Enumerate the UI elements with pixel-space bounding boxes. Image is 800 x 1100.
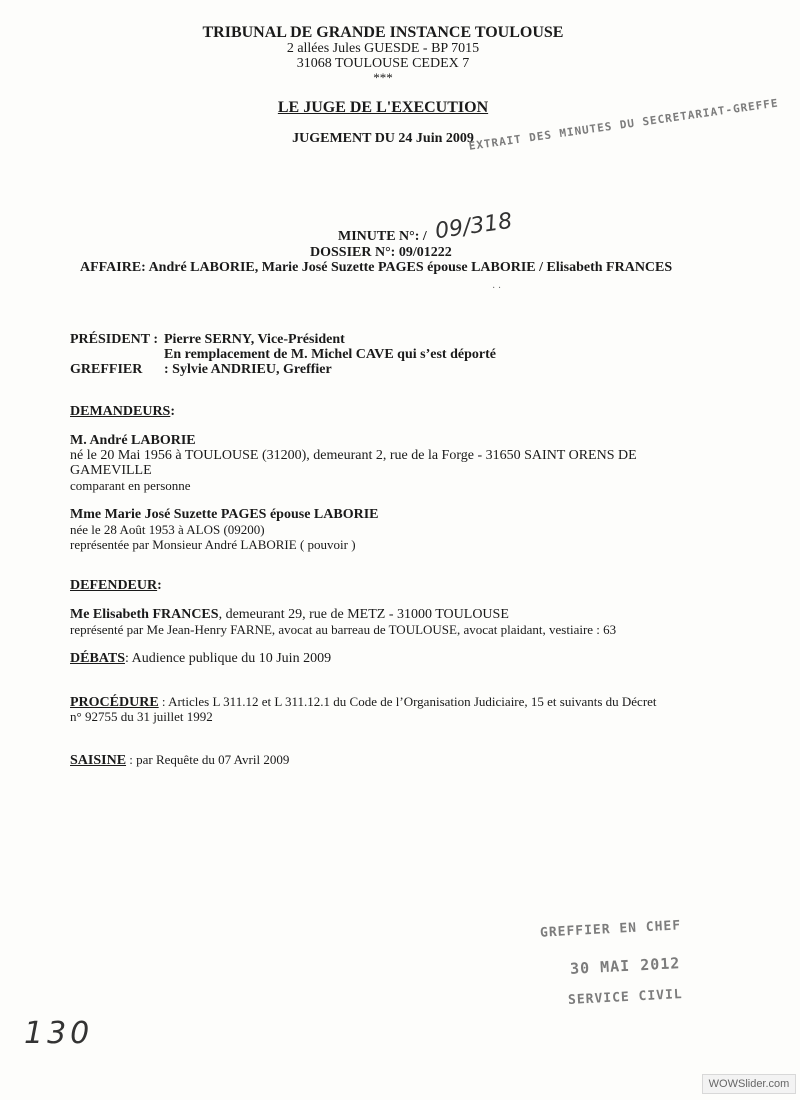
saisine-line: SAISINE : par Requête du 07 Avril 2009: [70, 752, 290, 768]
court-address-line1: 2 allées Jules GUESDE - BP 7015: [286, 41, 480, 56]
extract-stamp: EXTRAIT DES MINUTES DU SECRETARIAT-GREFFE: [468, 96, 780, 153]
dossier-number: DOSSIER N°: 09/01222: [310, 245, 452, 260]
minute-handwritten: 09/318: [433, 208, 514, 245]
procedure-line2: n° 92755 du 31 juillet 1992: [70, 709, 213, 724]
juge-title: LE JUGE DE L'EXECUTION: [277, 99, 489, 116]
president-note: En remplacement de M. Michel CAVE qui s’est déporté: [164, 347, 496, 362]
greffier-name: : Sylvie ANDRIEU, Greffier: [164, 362, 332, 377]
defendeur-heading: DEFENDEUR:: [70, 578, 162, 593]
small-mark: · ·: [492, 283, 502, 294]
party1-line2: GAMEVILLE: [70, 463, 152, 478]
court-address-line2: 31068 TOULOUSE CEDEX 7: [296, 56, 470, 71]
party2-name: Mme Marie José Suzette PAGES épouse LABORIE: [70, 507, 379, 522]
party1-name: M. André LABORIE: [70, 433, 196, 448]
demandeurs-heading: DEMANDEURS:: [70, 404, 176, 419]
president-label: PRÉSIDENT :: [70, 332, 159, 347]
party1-line1: né le 20 Mai 1956 à TOULOUSE (31200), demeurant 2, rue de la Forge - 31650 SAINT ORENS DE: [70, 448, 637, 463]
greffier-stamp-date: 30 MAI 2012: [569, 954, 681, 978]
procedure-line1: PROCÉDURE : Articles L 311.12 et L 311.12.1 du Code de l’Organisation Judiciaire, 15 et suivants du Décret: [70, 694, 657, 710]
jugement-date: JUGEMENT DU 24 Juin 2009: [292, 131, 474, 146]
party1-line3: comparant en personne: [70, 478, 191, 493]
minute-label: MINUTE N°: /: [338, 229, 427, 244]
greffier-stamp-line1: GREFFIER EN CHEF: [539, 918, 682, 941]
party2-line2: représentée par Monsieur André LABORIE ( pouvoir ): [70, 537, 356, 552]
header-separator: ***: [373, 70, 393, 85]
affaire-line: AFFAIRE: André LABORIE, Marie José Suzette PAGES épouse LABORIE / Elisabeth FRANCES: [80, 260, 673, 275]
watermark-badge: WOWSlider.com: [702, 1074, 796, 1094]
defendeur-representation: représenté par Me Jean-Henry FARNE, avocat au barreau de TOULOUSE, avocat plaidant, vestiaire : 63: [70, 622, 617, 637]
party2-line1: née le 28 Août 1953 à ALOS (09200): [70, 522, 265, 537]
page-number-handwritten: 130: [24, 1016, 94, 1051]
debats-line: DÉBATS: Audience publique du 10 Juin 2009: [70, 651, 332, 666]
greffier-label: GREFFIER: [70, 362, 143, 377]
court-name: TRIBUNAL DE GRANDE INSTANCE TOULOUSE: [202, 24, 564, 41]
greffier-stamp-service: SERVICE CIVIL: [567, 987, 684, 1008]
defendeur-line: Me Elisabeth FRANCES, demeurant 29, rue de METZ - 31000 TOULOUSE: [70, 607, 509, 622]
president-name: Pierre SERNY, Vice-Président: [164, 332, 345, 347]
